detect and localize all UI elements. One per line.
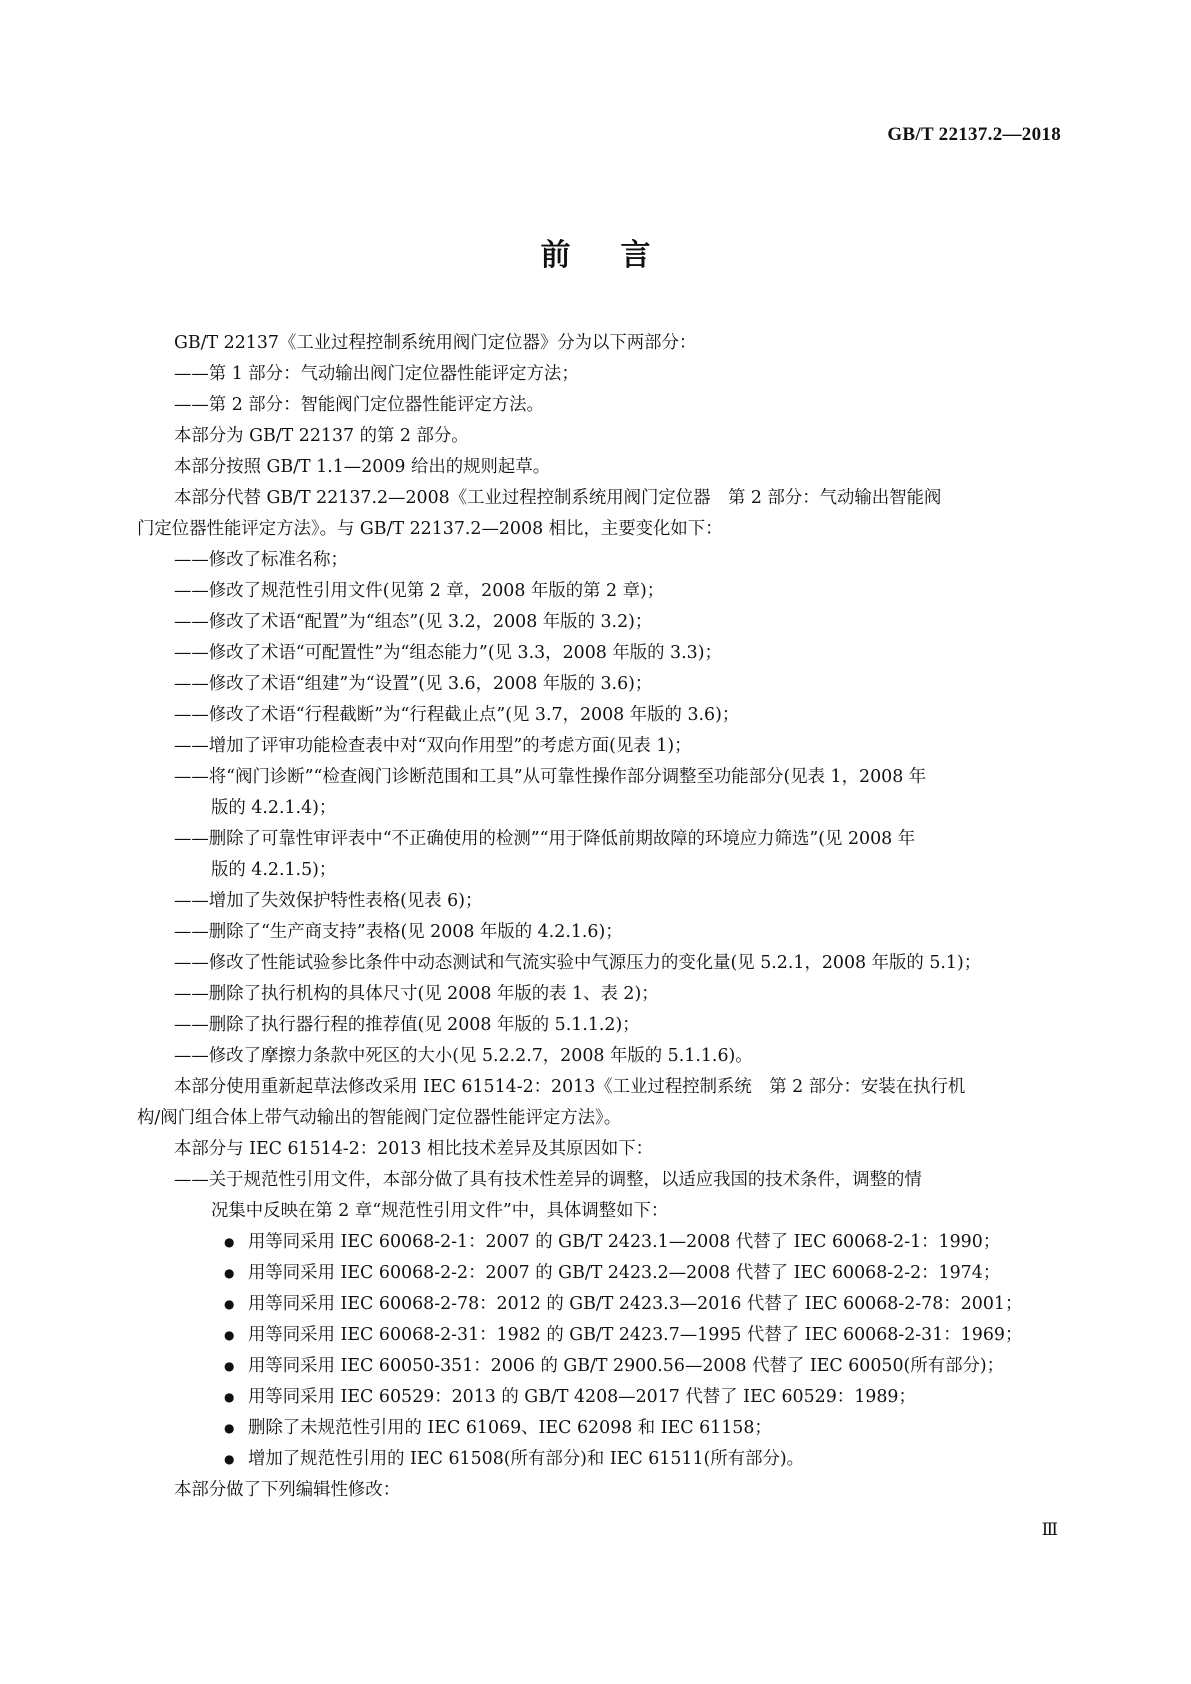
- bullet-dot-icon: ●: [224, 1297, 235, 1311]
- text-line: 增加了规范性引用的 IEC 61508(所有部分)和 IEC 61511(所有部分)。 ●: [248, 1444, 1060, 1475]
- text-line: ——关于规范性引用文件，本部分做了具有技术性差异的调整，以适应我国的技术条件，调整的情: [174, 1170, 922, 1190]
- page-title: 前言: [540, 238, 701, 273]
- text-line: 删除了未规范性引用的 IEC 61069、IEC 62098 和 IEC 61158； ●: [248, 1413, 1060, 1444]
- text-line: ——删除了执行器行程的推荐值(见 2008 年版的 5.1.1.2)；: [174, 1015, 640, 1035]
- text-line: 版的 4.2.1.5)；: [211, 860, 337, 880]
- text-line: ——增加了失效保护特性表格(见表 6)；: [174, 891, 483, 911]
- text-line: 本部分代替 GB/T 22137.2—2008《工业过程控制系统用阀门定位器 第 2 部分：气动输出智能阀: [174, 488, 942, 508]
- text-line: 本部分为 GB/T 22137 的第 2 部分。: [174, 426, 469, 446]
- dash-item: [174, 1041, 1060, 1072]
- text-line: 用等同采用 IEC 60068-2-2：2007 的 GB/T 2423.2—2008 代替了 IEC 60068-2-2：1974； ●: [248, 1258, 1060, 1289]
- bullet-item: [174, 1444, 1060, 1475]
- text-line: ——删除了可靠性审评表中“不正确使用的检测”“用于降低前期故障的环境应力筛选”(见 2008 年: [174, 829, 916, 849]
- bullet-dot-icon: ●: [224, 1266, 235, 1280]
- text-line: 本部分按照 GB/T 1.1—2009 给出的规则起草。: [174, 457, 551, 477]
- text-line: 用等同采用 IEC 60068-2-31：1982 的 GB/T 2423.7—1995 代替了 IEC 60068-2-31：1969； ●: [248, 1320, 1060, 1351]
- dash-item: [174, 917, 1060, 948]
- text-line: ——增加了评审功能检查表中对“双向作用型”的考虑方面(见表 1)；: [174, 736, 692, 756]
- text-line: ——第 1 部分：气动输出阀门定位器性能评定方法；: [174, 364, 579, 384]
- bullet-item: [174, 1289, 1060, 1320]
- bullet-item: [174, 1413, 1060, 1444]
- dash-item: [174, 545, 1060, 576]
- text-line: ——修改了标准名称；: [174, 550, 348, 570]
- dash-item: [174, 824, 1060, 886]
- text-line: 版的 4.2.1.4)；: [211, 798, 337, 818]
- text-line: 用等同采用 IEC 60050-351：2006 的 GB/T 2900.56—2008 代替了 IEC 60050(所有部分)； ●: [248, 1351, 1060, 1382]
- text-line: 本部分做了下列编辑性修改：: [174, 1480, 401, 1500]
- paragraph: [137, 1072, 1060, 1134]
- dash-item: [174, 576, 1060, 607]
- text-line: 用等同采用 IEC 60529：2013 的 GB/T 4208—2017 代替了 IEC 60529：1989； ●: [248, 1382, 1060, 1413]
- paragraph: [174, 328, 1060, 359]
- bullet-dot-icon: ●: [224, 1359, 235, 1373]
- bullet-item: [174, 1320, 1060, 1351]
- bullet-dot-icon: ●: [224, 1328, 235, 1342]
- text-line: GB/T 22137《工业过程控制系统用阀门定位器》分为以下两部分：: [174, 333, 697, 353]
- bullet-dot-icon: ●: [224, 1421, 235, 1435]
- text-line: ——修改了术语“行程截断”为“行程截止点”(见 3.7，2008 年版的 3.6)；: [174, 705, 740, 725]
- bullet-dot-icon: ●: [224, 1452, 235, 1466]
- bullet-item: [174, 1258, 1060, 1289]
- text-line: ——修改了术语“可配置性”为“组态能力”(见 3.3，2008 年版的 3.3)；: [174, 643, 722, 663]
- bullet-item: [174, 1227, 1060, 1258]
- standard-code: GB/T 22137.2—2018: [887, 124, 1061, 145]
- text-line: 用等同采用 IEC 60068-2-1：2007 的 GB/T 2423.1—2008 代替了 IEC 60068-2-1：1990； ●: [248, 1227, 1060, 1258]
- text-line: ——修改了术语“配置”为“组态”(见 3.2，2008 年版的 3.2)；: [174, 612, 653, 632]
- text-line: 门定位器性能评定方法》。与 GB/T 22137.2—2008 相比，主要变化如下：: [137, 519, 723, 539]
- bullet-item: [174, 1351, 1060, 1382]
- dash-item: [174, 731, 1060, 762]
- dash-item: [174, 669, 1060, 700]
- text-line: ——删除了执行机构的具体尺寸(见 2008 年版的表 1、表 2)；: [174, 984, 659, 1004]
- dash-item: [174, 762, 1060, 824]
- text-line: 构/阀门组合体上带气动输出的智能阀门定位器性能评定方法》。: [137, 1108, 622, 1128]
- dash-item: [174, 948, 1060, 979]
- text-line: ——修改了术语“组建”为“设置”(见 3.6，2008 年版的 3.6)；: [174, 674, 653, 694]
- text-line: ——第 2 部分：智能阀门定位器性能评定方法。: [174, 395, 544, 415]
- text-line: 本部分使用重新起草法修改采用 IEC 61514-2：2013《工业过程控制系统 第 2 部分：安装在执行机: [174, 1077, 966, 1097]
- text-line: ——修改了规范性引用文件(见第 2 章，2008 年版的第 2 章)；: [174, 581, 665, 601]
- bullet-item: [174, 1382, 1060, 1413]
- text-line: 用等同采用 IEC 60068-2-78：2012 的 GB/T 2423.3—2016 代替了 IEC 60068-2-78：2001； ●: [248, 1289, 1060, 1320]
- text-line: 本部分与 IEC 61514-2：2013 相比技术差异及其原因如下：: [174, 1139, 654, 1159]
- dash-item: [174, 607, 1060, 638]
- dash-item: [174, 638, 1060, 669]
- foreword-body: [137, 328, 1060, 1506]
- paragraph: [137, 483, 1060, 545]
- dash-item: [174, 886, 1060, 917]
- text-line: ——修改了性能试验参比条件中动态测试和气流实验中气源压力的变化量(见 5.2.1，2008 年版的 5.1)；: [174, 953, 982, 973]
- paragraph: [174, 421, 1060, 452]
- dash-item: [174, 1010, 1060, 1041]
- dash-item: [174, 1165, 1060, 1227]
- text-line: ——修改了摩擦力条款中死区的大小(见 5.2.2.7，2008 年版的 5.1.1.6)。: [174, 1046, 753, 1066]
- paragraph: [174, 1475, 1060, 1506]
- dash-item: [174, 390, 1060, 421]
- text-line: ——删除了“生产商支持”表格(见 2008 年版的 4.2.1.6)；: [174, 922, 623, 942]
- text-line: ——将“阀门诊断”“检查阀门诊断范围和工具”从可靠性操作部分调整至功能部分(见表 1，2008 年: [174, 767, 927, 787]
- page-number: Ⅲ: [1041, 1520, 1058, 1540]
- bullet-dot-icon: ●: [224, 1235, 235, 1249]
- bullet-dot-icon: ●: [224, 1390, 235, 1404]
- paragraph: [174, 1134, 1060, 1165]
- dash-item: [174, 359, 1060, 390]
- paragraph: [174, 452, 1060, 483]
- dash-item: [174, 700, 1060, 731]
- dash-item: [174, 979, 1060, 1010]
- text-line: 况集中反映在第 2 章“规范性引用文件”中，具体调整如下：: [211, 1201, 669, 1221]
